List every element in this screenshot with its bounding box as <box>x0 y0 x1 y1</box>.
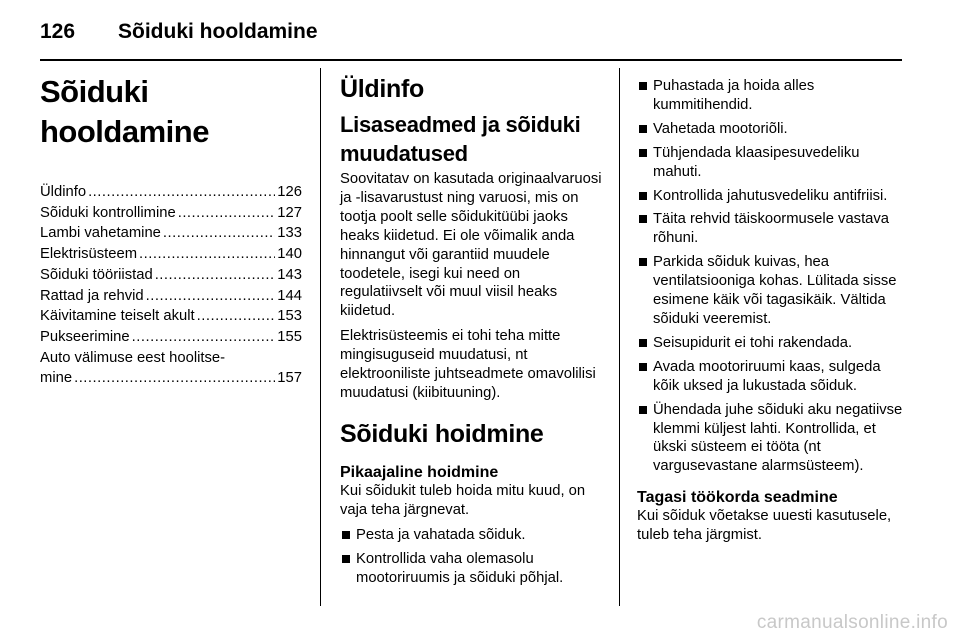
page-number: 126 <box>40 20 76 43</box>
list-item-text: Kontrollida vaha olemasolu mootoriruumis ja sõiduki põhjal. <box>356 550 564 586</box>
toc-entry-label: Sõiduki tööriistad <box>40 266 153 283</box>
list-item-text: Seisupidurit ei tohi rakendada. <box>653 334 853 351</box>
toc-leader-dots <box>146 286 276 307</box>
list-item <box>637 144 905 182</box>
toc-leader-dots <box>155 265 276 286</box>
chapter-contents-column <box>40 70 302 389</box>
table-of-contents <box>40 182 302 389</box>
square-bullet-icon <box>639 149 647 157</box>
toc-leader-dots <box>74 368 275 389</box>
toc-leader-dots <box>197 306 276 327</box>
toc-entry[interactable] <box>40 223 302 244</box>
square-bullet-icon <box>639 258 647 266</box>
section-title: Üldinfo <box>340 75 424 103</box>
toc-entry-label: mine <box>40 370 73 387</box>
toc-leader-dots <box>178 203 276 224</box>
list-item <box>637 358 905 396</box>
toc-entry-page: 143 <box>277 266 302 283</box>
list-item-text: Täita rehvid täiskoormusele vastava rõhuni. <box>653 211 890 247</box>
toc-entry-label: Üldinfo <box>40 184 87 200</box>
list-item <box>637 210 905 248</box>
paragraph: Kui sõidukit tuleb hoida mitu kuud, on vaja teha järgnevat. <box>340 482 586 518</box>
square-bullet-icon <box>639 192 647 200</box>
square-bullet-icon <box>639 363 647 371</box>
content-column-3 <box>637 70 905 551</box>
toc-entry-page: 126 <box>277 184 302 200</box>
list-item <box>340 550 604 588</box>
minor-heading: Pikaajaline hoidmine <box>340 463 499 481</box>
toc-entry-page: 140 <box>277 246 302 263</box>
toc-entry[interactable] <box>40 327 302 348</box>
list-item-text: Puhastada ja hoida alles kummitihendid. <box>653 78 815 113</box>
toc-entry[interactable] <box>40 306 302 327</box>
column-divider <box>619 68 620 606</box>
toc-entry-label: Pukseerimine <box>40 328 130 345</box>
list-item <box>637 253 905 329</box>
toc-entry[interactable] <box>40 182 302 203</box>
running-title: Sõiduki hooldamine <box>118 20 318 43</box>
square-bullet-icon <box>342 531 350 539</box>
toc-entry-page: 133 <box>277 225 302 242</box>
section-title: Sõiduki hoidmine <box>340 419 544 448</box>
subsection-title: Lisaseadmed ja sõiduki muudatused <box>340 112 581 166</box>
paragraph: Kui sõiduk võetakse uuesti kasutusele, tuleb teha järgmist. <box>637 508 892 544</box>
toc-entry-label: Sõiduki kontrollimine <box>40 204 176 221</box>
toc-entry-page: 144 <box>277 287 302 304</box>
list-item-text: Parkida sõiduk kuivas, hea ventilatsiooniga kohas. Lülitada sisse esimene käik või tagasikäik. Vältida sõiduki veeremist. <box>653 254 897 327</box>
paragraph: Elektrisüsteemis ei tohi teha mitte mingisuguseid muudatusi, nt elektrooniliste juhtseadmete omavolilisi muudatusi (kiibituuning). <box>340 328 596 401</box>
column-divider <box>320 68 321 606</box>
square-bullet-icon <box>639 82 647 90</box>
list-item-text: Kontrollida jahutusvedeliku antifriisi. <box>653 187 888 204</box>
square-bullet-icon <box>342 555 350 563</box>
list-item <box>637 187 905 206</box>
toc-leader-dots <box>132 327 276 348</box>
square-bullet-icon <box>639 339 647 347</box>
square-bullet-icon <box>639 406 647 414</box>
minor-heading: Tagasi töökorda seadmine <box>637 489 838 507</box>
toc-entry[interactable] <box>40 244 302 265</box>
list-item <box>340 526 604 545</box>
paragraph: Soovitatav on kasutada originaalvaruosi ja -lisavarustust ning varuosi, mis on tootja poolt selle sõidukitüübi jaoks heaks kiidetud. Ei ole võimalik anda hinnangut või garantiid muudele toodetele, isegi kui need on regulatiivselt või muul viisil heaks kiidetud. <box>340 171 602 320</box>
toc-entry-label: Rattad ja rehvid <box>40 287 144 304</box>
bullet-list <box>340 526 604 588</box>
list-item <box>637 77 905 115</box>
watermark: carmanualsonline.info <box>756 612 948 633</box>
list-item-text: Avada mootoriruumi kaas, sulgeda kõik uksed ja lukustada sõiduk. <box>653 358 881 394</box>
bullet-list <box>637 77 905 476</box>
toc-entry[interactable] <box>40 265 302 286</box>
toc-leader-dots <box>88 182 275 203</box>
toc-entry[interactable] <box>40 286 302 307</box>
list-item <box>637 334 905 353</box>
page-header <box>40 14 900 60</box>
toc-leader-dots <box>163 223 275 244</box>
list-item-text: Tühjendada klaasipesuvedeliku mahuti. <box>653 144 860 180</box>
list-item <box>637 120 905 139</box>
list-item-text: Vahetada mootoriõli. <box>653 120 788 137</box>
square-bullet-icon <box>639 215 647 223</box>
toc-entry-label: Auto välimuse eest hoolitse- <box>40 349 226 366</box>
square-bullet-icon <box>639 125 647 133</box>
toc-entry-page: 157 <box>277 370 302 387</box>
list-item <box>637 401 905 477</box>
chapter-title: Sõiduki hooldamine <box>40 74 209 149</box>
toc-entry-page: 155 <box>277 328 302 345</box>
toc-entry[interactable] <box>40 348 302 389</box>
header-rule <box>40 59 902 61</box>
toc-entry-page: 127 <box>277 204 302 221</box>
toc-entry-label: Elektrisüsteem <box>40 246 138 263</box>
toc-entry-label: Käivitamine teiselt akult <box>40 308 195 325</box>
content-column-2 <box>340 70 604 592</box>
list-item-text: Pesta ja vahatada sõiduk. <box>356 526 526 543</box>
toc-leader-dots <box>139 244 275 265</box>
toc-entry-label: Lambi vahetamine <box>40 225 161 242</box>
list-item-text: Ühendada juhe sõiduki aku negatiivse klemmi küljest lahti. Kontrollida, et ükski süsteem ei tööta (nt vargusevastane alarmsüsteem). <box>653 401 903 475</box>
toc-entry-page: 153 <box>277 308 302 325</box>
toc-entry[interactable] <box>40 203 302 224</box>
